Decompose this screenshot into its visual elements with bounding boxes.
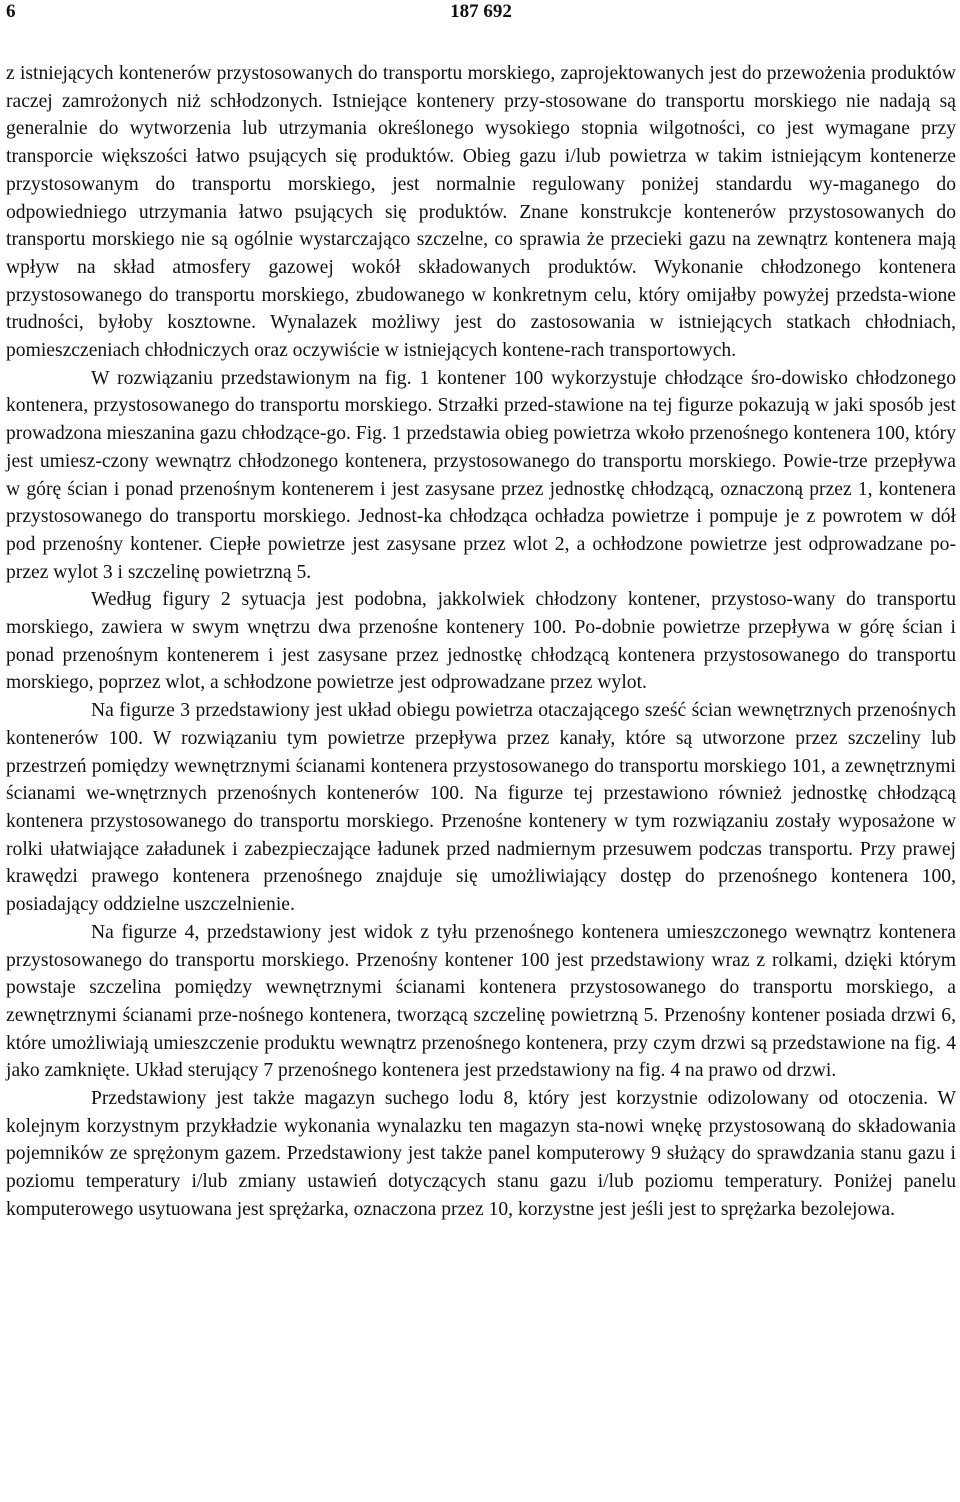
body-text [6, 60, 956, 1224]
paragraph: W rozwiązaniu przedstawionym na fig. 1 kontener 100 wykorzystuje chłodzące śro-dowisko chłodzonego kontenera, przystosowanego do transportu morskiego. Strzałki przed-stawione na tej figurze pokazują w jaki sposób jest prowadzona mieszanina gazu chłodzące-go. Fig. 1 przedstawia obieg powietrza wkoło przenośnego kontenera 100, który jest umiesz-czony wewnątrz chłodzonego kontenera, przystosowanego do transportu morskiego. Powie-trze przepływa w górę ścian i ponad przenośnym kontenerem i jest zasysane przez jednostkę chłodzącą, oznaczoną przez 1, kontenera przystosowanego do transportu morskiego. Jednost-ka chłodząca ochładza powietrze i pompuje je z powrotem w dół pod przenośny kontener. Ciepłe powietrze jest zasysane przez wlot 2, a ochłodzone powietrze jest odprowadzane po-przez wylot 3 i szczelinę powietrzną 5. [6, 367, 956, 583]
paragraph: Na figurze 4, przedstawiony jest widok z tyłu przenośnego kontenera umieszczonego wewnątrz kontenera przystosowanego do transportu morskiego. Przenośny kontener 100 jest przedstawiony wraz z rolkami, dzięki którym powstaje szczelina pomiędzy wewnętrznymi ścianami kontenera przystosowanego do transportu morskiego, a zewnętrznymi ścianami prze-nośnego kontenera, tworzącą szczelinę powietrzną 5. Przenośny kontener posiada drzwi 6, które umożliwiają umieszczenie produktu wewnątrz przenośnego kontenera, przy czym drzwi są przedstawione na fig. 4 jako zamknięte. Układ sterujący 7 przenośnego kontenera jest przedstawiony na fig. 4 na prawo od drzwi. [6, 921, 956, 1082]
paragraph: Przedstawiony jest także magazyn suchego lodu 8, który jest korzystnie odizolowany od otoczenia. W kolejnym korzystnym przykładzie wykonania wynalazku ten magazyn sta-nowi wnękę przystosowaną do składowania pojemników ze sprężonym gazem. Przedstawiony jest także panel komputerowy 9 służący do sprawdzania stanu gazu i poziomu temperatury i/lub zmiany ustawień dotyczących stanu gazu i/lub poziomu temperatury. Poniżej panelu komputerowego usytuowana jest sprężarka, oznaczona przez 10, korzystne jest jeśli jest to sprężarka bezolejowa. [6, 1088, 956, 1220]
page-number: 6 [6, 1, 16, 22]
patent-number: 187 692 [450, 1, 512, 22]
page-header [6, 0, 956, 24]
paragraph: Na figurze 3 przedstawiony jest układ obiegu powietrza otaczającego sześć ścian wewnętrznych przenośnych kontenerów 100. W rozwiązaniu tym powietrze przepływa przez kanały, które są utworzone przez szczeliny lub przestrzeń pomiędzy wewnętrznymi ścianami kontenera przystosowanego do transportu morskiego 101, a zewnętrznymi ścianami we-wnętrznych przenośnych kontenerów 100. Na figurze tej przestawiono również jednostkę chłodzącą kontenera przystosowanego do transportu morskiego. Przenośne kontenery w tym rozwiązaniu zostały wyposażone w rolki ułatwiające załadunek i zabezpieczające ładunek przed nadmiernym przesuwem podczas transportu. Przy prawej krawędzi prawego kontenera przenośnego znajduje się umożliwiający dostęp do przenośnego kontenera 100, posiadający oddzielne uszczelnienie. [6, 700, 956, 916]
paragraph: Według figury 2 sytuacja jest podobna, jakkolwiek chłodzony kontener, przystoso-wany do transportu morskiego, zawiera w swym wnętrzu dwa przenośne kontenery 100. Po-dobnie powietrze przepływa w górę ścian i ponad przenośnym kontenerem i jest zasysane przez jednostkę chłodzącą kontenera przystosowanego do transportu morskiego, poprzez wlot, a schłodzone powietrze jest odprowadzane przez wylot. [6, 589, 956, 694]
paragraph: z istniejących kontenerów przystosowanych do transportu morskiego, zaprojektowanych jest do przewożenia produktów raczej zamrożonych niż schłodzonych. Istniejące kontenery przy-stosowane do transportu morskiego nie nadają są generalnie do wytworzenia lub utrzymania określonego wysokiego stopnia wilgotności, co jest wymagane przy transporcie większości łatwo psujących się produktów. Obieg gazu i/lub powietrza w takim istniejącym kontenerze przystosowanym do transportu morskiego, jest normalnie regulowany poniżej standardu wy-maganego do odpowiedniego utrzymania łatwo psujących się produktów. Znane konstrukcje kontenerów przystosowanych do transportu morskiego nie są ogólnie wystarczająco szczelne, co sprawia że przecieki gazu na zewnątrz kontenera mają wpływ na skład atmosfery gazowej wokół składowanych produktów. Wykonanie chłodzonego kontenera przystosowanego do transportu morskiego, zbudowanego w konkretnym celu, który omijałby powyżej przedsta-wione trudności, byłoby kosztowne. Wynalazek możliwy jest do zastosowania w istniejących statkach chłodniach, pomieszczeniach chłodniczych oraz oczywiście w istniejących kontene-rach transportowych. [6, 63, 956, 362]
